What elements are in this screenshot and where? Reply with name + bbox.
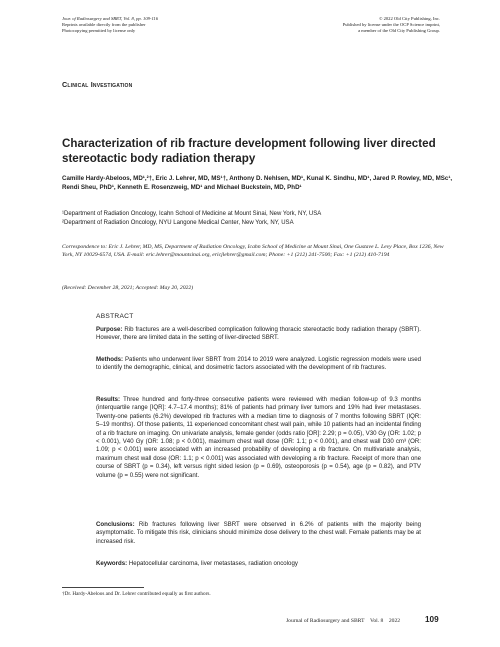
conclusions-text: Rib fractures following liver SBRT were observed in 6.2% of patients with the majority being asymptomatic. To mitigate this risk, clinicians should minimize dose delivery to the chest wall. Female patients may be at increased risk. — [96, 521, 421, 545]
reprints-note: Reprints available directly from the publisher — [62, 22, 146, 27]
abstract-methods — [96, 356, 421, 373]
abstract-conclusions — [96, 521, 421, 546]
purpose-text: Rib fractures are a well-described complication following thoracic stereotactic body radiation therapy (SBRT). However, there are limited data in the setting of liver-directed SBRT. — [96, 326, 421, 342]
results-text: Three hundred and forty-three consecutive patients were reviewed with median follow-up of 9.3 months (interquartile range [IQR]: 4.7–17.4 months); 81% of patients had primary liver tumors and 19% had liver metastases. Twenty-one patients (6.2%) developed rib fractures with a median time to diagnosis of 7 months following SBRT (IQR: 5–19 months). Of those patients, 11 experienced concomitant chest wall pain, while 10 patients had an incidental finding of a rib fracture on imaging. On univariate analysis, female gender (odds ratio [OR]: 2.29; p = 0.05), V30 Gy (OR: 1.02; p < 0.001), V40 Gy (OR: 1.08; p < 0.001), maximum chest wall dose (OR: 1.1; p < 0.001), and chest wall D30 cm³ (OR: 1.09; p < 0.001) were associated with an increased probability of developing a rib fracture. On multivariate analysis, maximum chest wall dose (OR: 1.1; p < 0.001) was associated with developing a rib fracture. Receipt of more than one course of SBRT (p = 0.34), left versus right sided lesion (p = 0.69), osteoporosis (p = 0.54), age (p = 0.82), and PTV volume (p = 0.55) were not significant. — [96, 396, 421, 479]
received-dates: (Received: December 28, 2021; Accepted: May 20, 2022) — [62, 285, 194, 291]
page-number: 109 — [425, 615, 439, 624]
license-note: Published by license under the OCP Science imprint, — [342, 22, 440, 27]
abstract-heading: ABSTRACT — [96, 313, 134, 320]
footer-journal: Journal of Radiosurgery and SBRT — [286, 618, 365, 624]
conclusions-label: Conclusions: — [96, 521, 135, 528]
affiliation-1: ¹Department of Radiation Oncology, Icahn School of Medicine at Mount Sinai, New York, NY, USA — [62, 211, 322, 217]
journal-header-left — [62, 16, 262, 34]
abstract-keywords — [96, 560, 421, 568]
abstract-purpose — [96, 326, 421, 343]
correspondence: Correspondence to: Eric J. Lehrer, MD, MS, Department of Radiation Oncology, Icahn School of Medicine at Mount Sinai, One Gustave L. Levy Place, Box 1236, New York, NY 10029-6574, USA. E-mail: eric.lehrer@mountsinai.org, ericjlehrer@gmail.com; Phone: +1 (212) 241-7500; Fax: +1 (212) 410-7194 — [62, 244, 444, 259]
affiliation-2: ²Department of Radiation Oncology, NYU Langone Medical Center, New York, NY, USA — [62, 219, 294, 226]
keywords-label: Keywords: — [96, 560, 128, 567]
article-title: Characterization of rib fracture development following liver directed stereotactic body radiation therapy — [62, 137, 436, 165]
methods-text: Patients who underwent liver SBRT from 2014 to 2019 were analyzed. Logistic regression models were used to identify the demographic, clinical, and dosimetric factors associated with the development of rib fractures. — [96, 356, 421, 372]
abstract-results — [96, 396, 421, 480]
methods-label: Methods: — [96, 356, 124, 363]
section-label: Clinical Investigation — [62, 80, 133, 89]
equal-contribution-footnote: †Dr. Hardy-Abeloos and Dr. Lehrer contributed equally as first authors. — [62, 591, 211, 597]
journal-header-right — [300, 16, 440, 34]
publisher-member-note: a member of the Old City Publishing Group. — [358, 28, 440, 33]
keywords-text: Hepatocellular carcinoma, liver metastases, radiation oncology — [128, 560, 298, 567]
author-list: Camille Hardy-Abeloos, MD¹,²†, Eric J. Lehrer, MD, MS¹†, Anthony D. Nehlsen, MD¹, Kunal K. Sindhu, MD¹, Jared P. Rowley, MD, MSc¹, Rendi Sheu, PhD¹, Kenneth E. Rosenzweig, MD¹ and Michael Buckstein, MD, PhD¹ — [62, 175, 453, 191]
footer-volume: Vol. 8 — [370, 618, 384, 624]
affiliations — [62, 210, 454, 227]
purpose-label: Purpose: — [96, 326, 123, 333]
results-label: Results: — [96, 396, 121, 403]
footer-year: 2022 — [388, 618, 401, 624]
journal-citation: Jour. of Radiosurgery and SBRT, Vol. 8, pp. 109-116 — [62, 16, 158, 21]
footnote-divider — [62, 587, 144, 588]
copyright-note: © 2022 Old City Publishing, Inc. — [378, 16, 440, 21]
page-footer — [286, 618, 400, 624]
photocopying-note: Photocopying permitted by license only — [62, 28, 136, 33]
